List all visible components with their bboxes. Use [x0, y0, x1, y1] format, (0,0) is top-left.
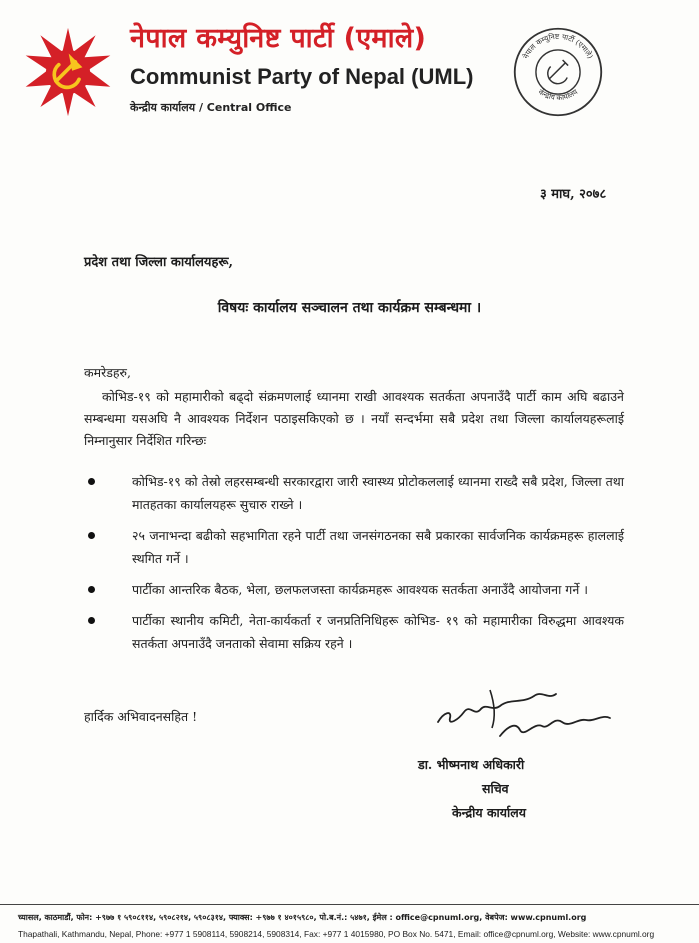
footer-contact-nepali: च्यासल, काठमाडौं, फोन: +९७७ १ ५९०८११४, ५९०८२१४, ५९०८३१४, फ्याक्स: +९७७ १ ४०१५९८०, पो.ब.नं.: ५४७१, ईमेल : office@cpnuml.org, वेबपेज: www.cpnuml.org	[18, 913, 587, 922]
bullet-icon	[88, 586, 95, 593]
directive-list	[84, 470, 624, 663]
closing-greeting: हार्दिक अभिवादनसहित !	[84, 709, 198, 724]
recipient: प्रदेश तथा जिल्ला कार्यालयहरू,	[84, 255, 234, 270]
bullet-icon	[88, 478, 95, 485]
signatory-name: डा. भीष्मनाथ अधिकारी	[418, 757, 525, 772]
svg-text:नेपाल कम्युनिष्ट पार्टी (एमाले	[521, 32, 595, 60]
salutation: कमरेडहरु,	[84, 365, 131, 380]
letter-subject: विषयः कार्यालय सञ्चालन तथा कार्यक्रम सम्बन्धमा ।	[217, 300, 482, 316]
list-item: कोभिड-१९ को तेस्रो लहरसम्बन्धी सरकारद्वारा जारी स्वास्थ्य प्रोटोकललाई ध्यानमा राख्दै सबै प्रदेश, जिल्ला तथा मातहतका कार्यालयहरू सुचारु राख्ने ।	[84, 470, 624, 516]
svg-text:केन्द्रीय कार्यालय	[537, 87, 580, 103]
bullet-icon	[88, 532, 95, 539]
party-name-nepali: नेपाल कम्युनिष्ट पार्टी (एमाले)	[130, 23, 427, 54]
office-seal	[512, 26, 604, 118]
seal-emblem-icon	[548, 60, 568, 84]
party-logo-icon	[22, 26, 114, 118]
signatory-office: केन्द्रीय कार्यालय	[452, 805, 526, 820]
bullet-icon	[88, 617, 95, 624]
footer-contact-english: Thapathali, Kathmandu, Nepal, Phone: +977 1 5908114, 5908214, 5908314, Fax: +977 1 4015980, PO Box No. 5471, Email: office@cpnuml.org, Website: www.cpnuml.org	[18, 929, 655, 939]
footer-divider	[0, 904, 699, 905]
list-item: २५ जनाभन्दा बढीको सहभागिता रहने पार्टी तथा जनसंगठनका सबै प्रकारका सार्वजनिक कार्यक्रमहरू हाललाई स्थगित गर्ने ।	[84, 524, 624, 570]
seal-text-bottom: केन्द्रीय कार्यालय	[536, 87, 580, 103]
letter-date: ३ माघ, २०७८	[540, 187, 607, 202]
seal-text-top: नेपाल कम्युनिष्ट पार्टी (एमाले)	[521, 31, 595, 61]
central-office-label: केन्द्रीय कार्यालय / Central Office	[130, 101, 292, 114]
list-item: पार्टीका आन्तरिक बैठक, भेला, छलफलजस्ता कार्यक्रमहरू आवश्यक सतर्कता अनाउँदै आयोजना गर्ने ।	[84, 578, 624, 601]
list-item: पार्टीका स्थानीय कमिटी, नेता-कार्यकर्ता र जनप्रतिनिधिहरू कोभिड- १९ को महामारीका विरुद्धमा आवश्यक सतर्कता अपनाउँदै जनताको सेवामा सक्रिय रहने ।	[84, 609, 624, 655]
signatory-title: सचिव	[482, 781, 509, 796]
handwritten-signature	[430, 682, 620, 748]
party-name-english: Communist Party of Nepal (UML)	[130, 64, 474, 89]
intro-paragraph: कोभिड-१९ को महामारीको बढ्दो संक्रमणलाई ध्यानमा राखी आवश्यक सतर्कता अपनाउँदै पार्टी काम अघि बढाउने सम्बन्धमा यसअघि नै आवश्यक निर्देशन पठाइसकिएको छ । नयाँ सन्दर्भमा सबै प्रदेश तथा जिल्ला कार्यालयहरूलाई निम्नानुसार निर्देशित गरिन्छः	[84, 389, 624, 448]
